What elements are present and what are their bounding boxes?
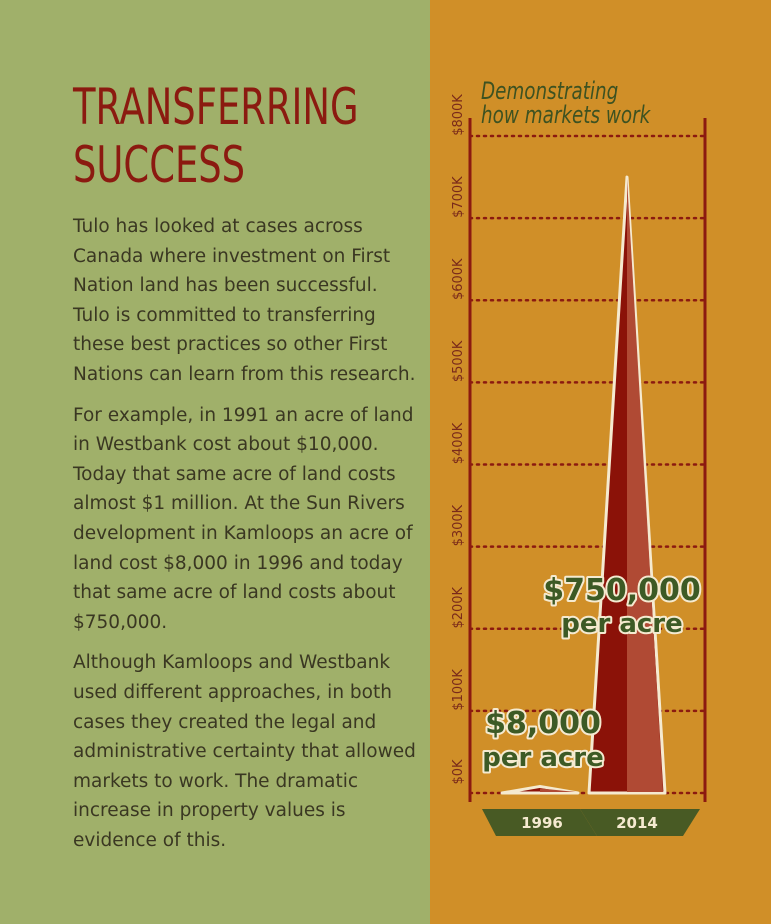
y-tick-label: $700K — [451, 176, 466, 218]
data-label-unit: per acre — [482, 743, 604, 773]
body-text — [73, 212, 418, 866]
y-tick-label: $400K — [451, 422, 466, 465]
data-label: $750,000 — [543, 573, 701, 608]
chart-title-line-2: how markets work — [481, 101, 651, 129]
y-tick-label: $800K — [451, 94, 466, 136]
chart-title-line-1: Demonstrating — [481, 77, 619, 105]
paragraph-2: For example, in 1991 an acre of land in Westbank cost about $10,000. Today that same acre of land costs almost $1 million. At the Sun Rivers development in Kamloops an acre of land cost $8,000 in 1996 and today that same acre of land costs about $750,000. — [73, 404, 414, 633]
x-tick-label: 1996 — [521, 814, 563, 832]
y-tick-label: $300K — [451, 504, 466, 547]
x-tick-label: 2014 — [616, 814, 658, 832]
y-tick-label: $200K — [451, 586, 466, 629]
y-tick-label: $500K — [451, 340, 466, 383]
y-tick-label: $0K — [451, 759, 466, 785]
y-tick-label: $100K — [451, 669, 466, 711]
price-chart — [430, 0, 771, 924]
data-label-unit: per acre — [561, 609, 683, 639]
page-title-line-1: TRANSFERRING — [73, 78, 359, 136]
data-label: $8,000 — [485, 706, 601, 741]
paragraph-1: Tulo has looked at cases across Canada where investment on First Nation land has been successful. Tulo is committed to transferring these best practices so other First Nations can learn from this research. — [73, 216, 416, 385]
page-title-line-2: SUCCESS — [73, 136, 246, 194]
y-tick-label: $600K — [451, 258, 466, 301]
paragraph-3: Although Kamloops and Westbank used different approaches, in both cases they created the legal and administrative certainty that allowed markets to work. The dramatic increase in property values is evidence of this. — [73, 652, 416, 851]
page-title — [73, 78, 359, 194]
